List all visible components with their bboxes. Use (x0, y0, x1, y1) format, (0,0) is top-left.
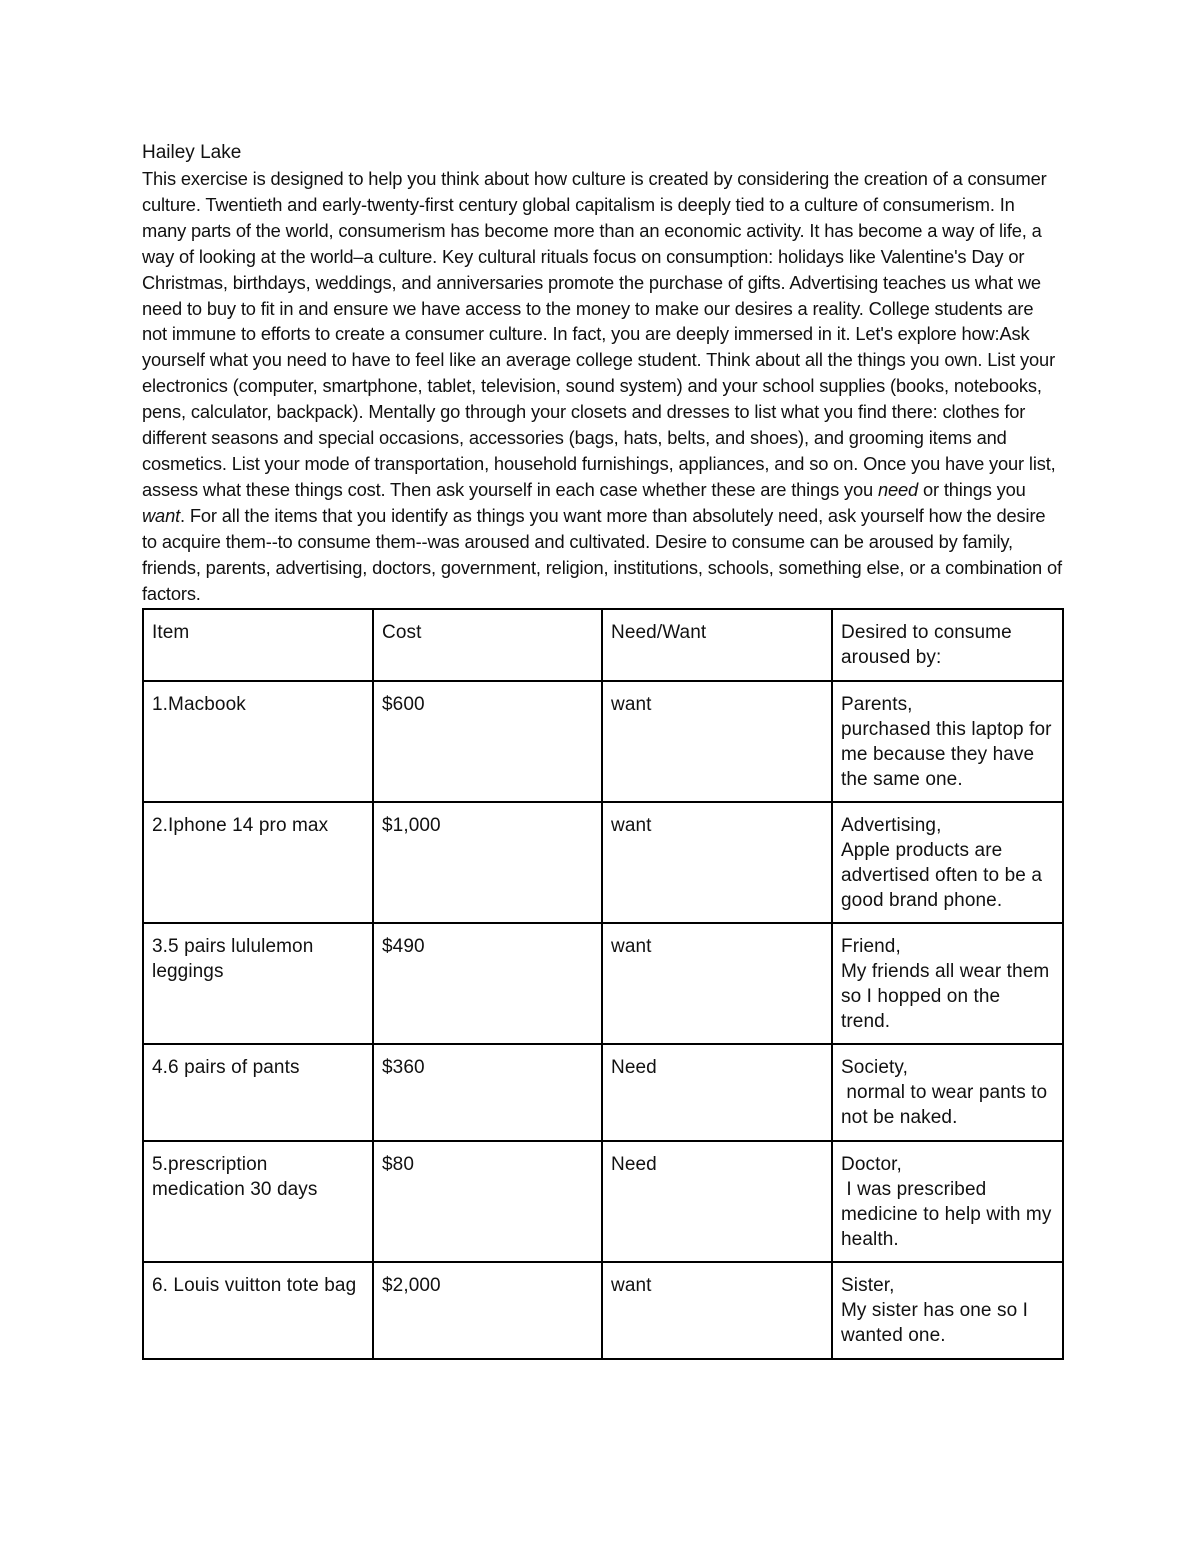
cell-item: 2.Iphone 14 pro max (143, 802, 373, 923)
cell-desired (832, 681, 1063, 802)
table-header-row (143, 609, 1063, 681)
header-need-want: Need/Want (602, 609, 832, 681)
cell-item: 3.5 pairs lululemon leggings (143, 923, 373, 1044)
cell-cost: $1,000 (373, 802, 602, 923)
cell-desired (832, 923, 1063, 1044)
cell-item: 4.6 pairs of pants (143, 1044, 373, 1141)
instructions-text-part2: or things you (918, 478, 1026, 500)
cell-item: 6. Louis vuitton tote bag (143, 1262, 373, 1359)
cell-cost: $490 (373, 923, 602, 1044)
desire-reason: normal to wear pants to not be naked. (841, 1082, 1048, 1129)
cell-need-want: want (602, 802, 832, 923)
desire-source: Friend, (841, 936, 901, 958)
cell-cost: $80 (373, 1141, 602, 1262)
cell-need-want: want (602, 1262, 832, 1359)
need-emphasis: need (877, 478, 919, 500)
desire-reason: My sister has one so I wanted one. (841, 1300, 1028, 1347)
cell-cost: $600 (373, 681, 602, 802)
cell-need-want: want (602, 923, 832, 1044)
table-row (143, 802, 1063, 923)
desire-source: Society, (841, 1057, 908, 1079)
desire-reason: Apple products are advertised often to be a good brand phone. (841, 840, 1042, 912)
table-row (143, 923, 1063, 1044)
desire-reason: purchased this laptop for me because they have the same one. (841, 719, 1052, 791)
cell-desired (832, 802, 1063, 923)
table-row (143, 1044, 1063, 1141)
desire-source: Doctor, (841, 1154, 902, 1176)
instructions-text-part1: This exercise is designed to help you think about how culture is created by considering the creation of a consumer culture. Twentieth and early-twenty-first century global capitalism is deeply tied to a culture of consumerism. In many parts of the world, consumerism has become more than an economic activity. It has become a way of life, a way of looking at the world–a culture. Key cultural rituals focus on consumption: holidays like Valentine's Day or Christmas, birthdays, weddings, and anniversaries promote the purchase of gifts. Advertising teaches us what we need to buy to fit in and ensure we have access to the money to make our desires a reality. College students are not immune to efforts to create a consumer culture. In fact, you are deeply immersed in it. Let's explore how:Ask yourself what you need to have to feel like an average college student. Think about all the things you own. List your electronics (computer, smartphone, tablet, television, sound system) and your school supplies (books, notebooks, pens, calculator, backpack). Mentally go through your closets and dresses to list what you find there: clothes for different seasons and special occasions, accessories (bags, hats, belts, and shoes), and grooming items and cosmetics. List your mode of transportation, household furnishings, appliances, and so on. Once you have your list, assess what these things cost. Then ask yourself in each case whether these are things you (142, 168, 1056, 500)
exercise-instructions (142, 166, 1062, 606)
cell-desired (832, 1141, 1063, 1262)
header-cost: Cost (373, 609, 602, 681)
header-desired: Desired to consume aroused by: (832, 609, 1063, 681)
cell-need-want: Need (602, 1141, 832, 1262)
cell-cost: $360 (373, 1044, 602, 1141)
table-row (143, 681, 1063, 802)
desire-source: Parents, (841, 694, 913, 716)
cell-item: 5.prescription medication 30 days (143, 1141, 373, 1262)
table-row (143, 1141, 1063, 1262)
cell-cost: $2,000 (373, 1262, 602, 1359)
desire-source: Sister, (841, 1275, 895, 1297)
author-name: Hailey Lake (142, 142, 242, 163)
document-page (142, 140, 1062, 1360)
instructions-text-part3: . For all the items that you identify as things you want more than absolutely need, ask yourself how the desire to acquire them--to consume them--was aroused and cultivated. Desire to consume can be aroused by family, friends, parents, advertising, doctors, government, religion, institutions, schools, something else, or a combination of factors. (142, 504, 1062, 604)
cell-item: 1.Macbook (143, 681, 373, 802)
desire-reason: My friends all wear them so I hopped on the trend. (841, 961, 1050, 1033)
want-emphasis: want (142, 504, 181, 526)
cell-desired (832, 1262, 1063, 1359)
header-item: Item (143, 609, 373, 681)
consumption-table (142, 608, 1064, 1360)
cell-need-want: want (602, 681, 832, 802)
desire-source: Advertising, (841, 815, 942, 837)
table-row (143, 1262, 1063, 1359)
cell-need-want: Need (602, 1044, 832, 1141)
desire-reason: I was prescribed medicine to help with my health. (841, 1179, 1052, 1251)
cell-desired (832, 1044, 1063, 1141)
